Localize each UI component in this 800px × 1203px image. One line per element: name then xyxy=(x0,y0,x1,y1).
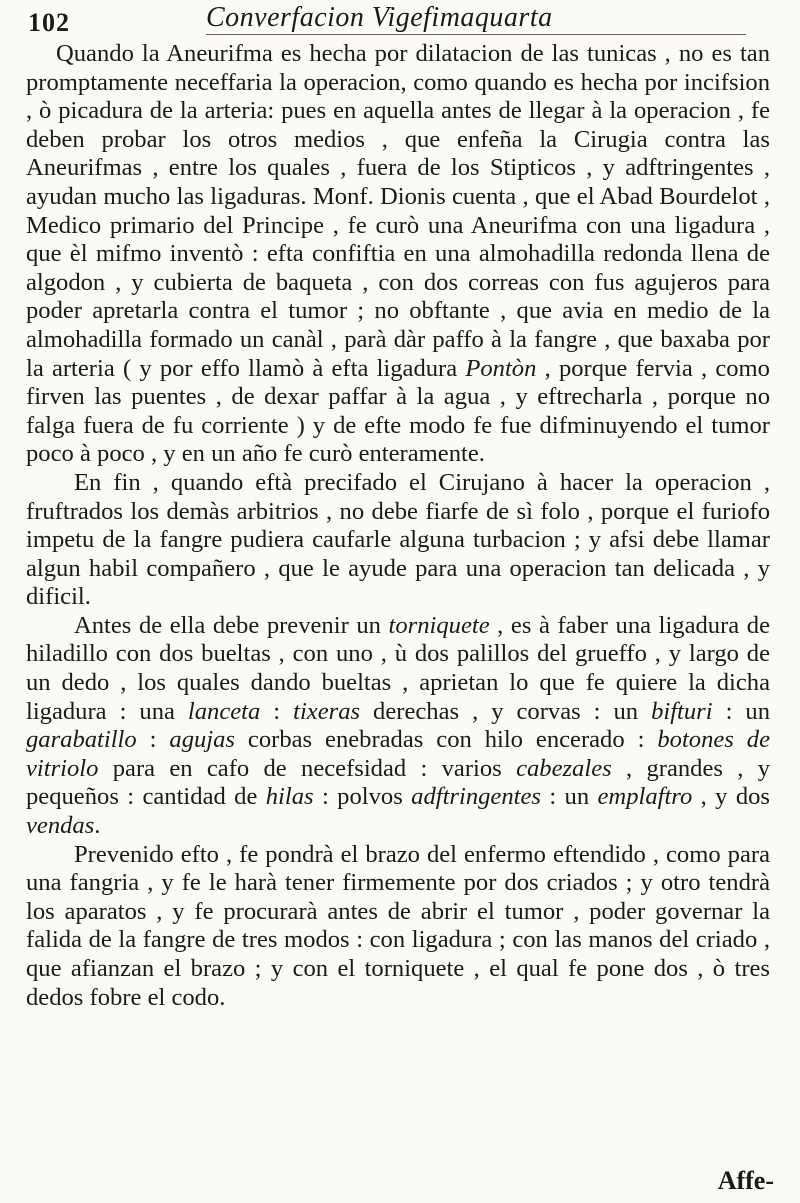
text-run: : polvos xyxy=(313,783,412,811)
text-run: Quando la Aneurifma es hecha por dilatacion de las tunicas , no es tan promptamente neceffaria la operacion, como quando es hecha por incifsion , ò picadura de la arteria: pues en aquella antes de llegar à la operacion , fe deben probar los otros medios , que enfeña la Cirugia contra las Aneurifmas , entre los quales , fuera de los Stipticos , y adftringentes , ayudan mucho las ligaduras. Monf. Dionis cuenta , que el Abad Bourdelot , Medico primario del Principe , fe curò una Aneurifma con una ligadura , que èl mifmo inventò : efta confiftia en una almohadilla redonda llena de algodon , y cubierta de baqueta , con dos correas con fus agujeros para poder apretarla contra el tumor ; no obftante , que avia en medio de la almohadilla formado un canàl , parà dàr paffo à la fangre , que baxaba por la arteria ( y por effo llamò à efta ligadura xyxy=(26,40,770,382)
paragraph xyxy=(26,841,770,1013)
text-run: , es à faber una ligadura de hiladillo con dos bueltas , con uno , ù dos palillos del grueffo , y largo de un dedo , los quales dando bueltas , aprietan lo que fe quiere la dicha ligadura : una xyxy=(26,611,771,725)
header-rule xyxy=(206,34,746,35)
catchword: Affe- xyxy=(717,1166,774,1195)
text-run: Antes de ella debe prevenir un xyxy=(74,611,389,639)
text-run: : un xyxy=(712,697,770,725)
paragraph xyxy=(26,469,770,612)
italic-term: vendas xyxy=(26,812,95,840)
italic-term: agujas xyxy=(169,726,235,754)
italic-term: bifturi xyxy=(651,697,713,725)
text-run: , porque fervia , como firven las puentes , de dexar paffar à la agua , y eftrecharla , porque no falga fuera de fu corriente ) y de efte modo fe fue difminuyendo el tumor poco à poco , y en un año fe curò enteramente. xyxy=(26,354,770,468)
text-run: , y dos xyxy=(692,783,770,811)
text-run: : xyxy=(260,697,294,725)
text-run: : un xyxy=(540,783,598,811)
paragraph xyxy=(26,40,770,469)
italic-term: lanceta xyxy=(187,697,261,725)
italic-term: adftringentes xyxy=(411,783,541,811)
running-head xyxy=(28,2,748,36)
italic-term: torniquete xyxy=(388,611,490,639)
text-run: , grandes , y pequeños : cantidad de xyxy=(26,754,771,811)
text-run: derechas , y corvas : un xyxy=(360,697,652,725)
italic-term: garabatillo xyxy=(26,726,137,754)
text-run: . xyxy=(94,812,101,840)
italic-term: tixeras xyxy=(293,697,361,725)
running-title: Converfacion Vigefimaquarta xyxy=(206,2,553,33)
text-run: : xyxy=(136,726,170,754)
paragraph xyxy=(26,612,770,841)
italic-term: botones de vitriolo xyxy=(26,726,770,782)
page-number: 102 xyxy=(28,8,70,37)
text-run: corbas enebradas con hilo encerado : xyxy=(234,726,658,754)
italic-term: cabezales xyxy=(516,754,612,782)
italic-term: hilas xyxy=(265,783,314,811)
text-run: Prevenido efto , fe pondrà el brazo del enfermo eftendido , como para una fangria , y fe le harà tener firmemente por dos criados ; y otro tendrà los aparatos , y fe procurarà antes de abrir el tumor , poder governar la falida de la fangre de tres modos : con ligadura ; con las manos del criado , que afianzan el brazo ; y con el torniquete , el qual fe pone dos , ò tres dedos fobre el codo. xyxy=(26,840,770,1011)
body-text xyxy=(26,40,770,1012)
italic-term: Pontòn xyxy=(465,354,537,382)
italic-term: emplaftro xyxy=(597,783,693,811)
text-run: para en cafo de necefsidad : varios xyxy=(98,754,517,782)
text-run: En fin , quando eftà precifado el Cirujano à hacer la operacion , fruftrados los demàs arbitrios , no debe fiarfe de sì folo , porque el furiofo impetu de la fangre pudiera caufarle alguna turbacion ; y afsi debe llamar algun habil compañero , que le ayude para una operacion tan delicada , y dificil. xyxy=(26,468,770,611)
